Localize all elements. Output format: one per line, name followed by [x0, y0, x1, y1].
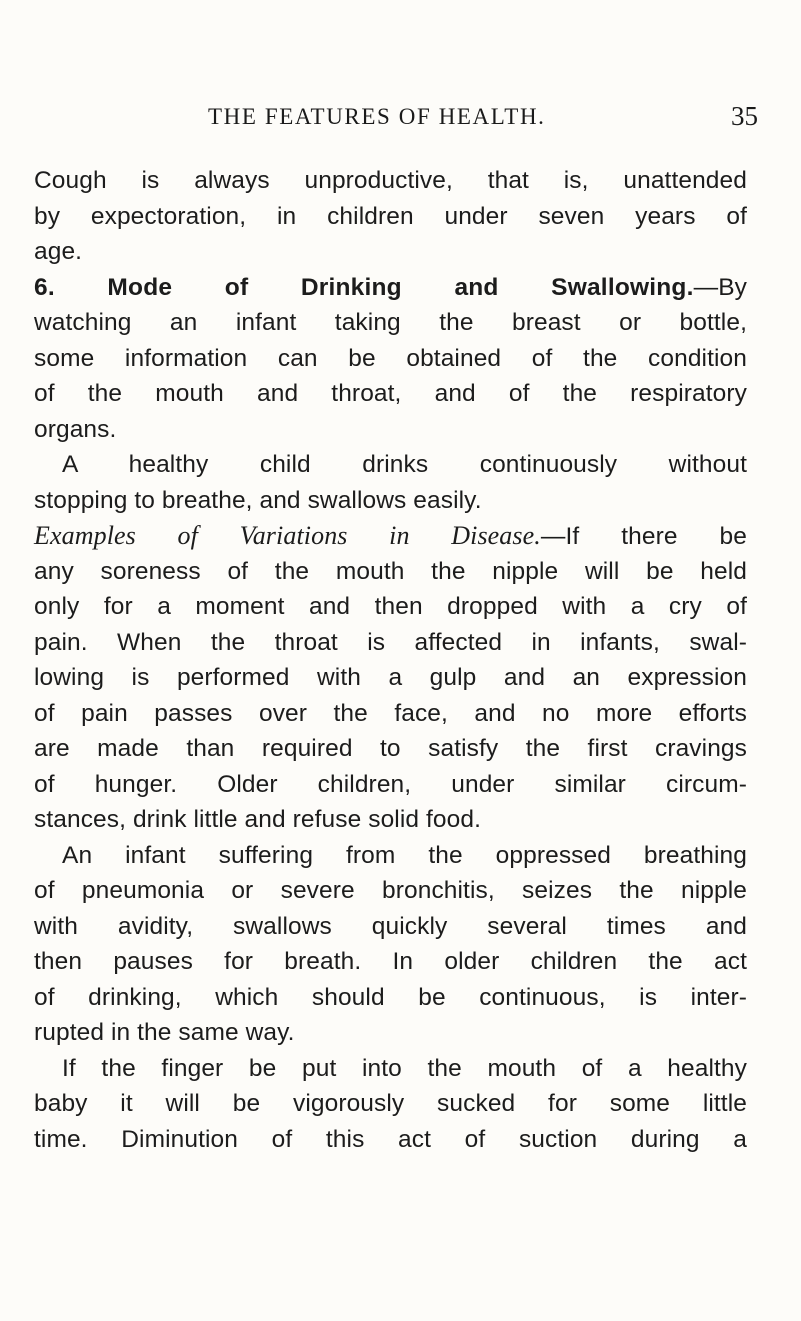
text-line: of drinking, which should be continuous, is inter- [34, 983, 747, 1011]
text-line: organs. [34, 415, 117, 443]
section-heading: 6. Mode of Drinking and Swallowing. [34, 273, 694, 301]
text-line: pain. When the throat is affected in infants, swal- [34, 628, 747, 656]
text-line: Cough is always unproductive, that is, unattended [34, 167, 747, 194]
text-line-italic-heading [34, 518, 747, 554]
running-head [0, 101, 801, 138]
text-line: age. [34, 238, 83, 265]
text-line: watching an infant taking the breast or bottle, [34, 309, 747, 336]
text-line: A healthy child drinks continuously without [62, 451, 747, 478]
text-line: only for a moment and then dropped with a cry of [34, 593, 747, 620]
text-line: some information can be obtained of the condition [34, 344, 747, 372]
text-line: baby it will be vigorously sucked for some little [34, 1090, 747, 1117]
running-title: THE FEATURES OF HEALTH. [208, 104, 546, 129]
text-fragment: —If there be [540, 523, 747, 550]
body-text [34, 163, 747, 1157]
text-line: lowing is performed with a gulp and an expression [34, 664, 747, 691]
text-line: then pauses for breath. In older children the act [34, 948, 747, 975]
text-line: stances, drink little and refuse solid food. [34, 806, 482, 833]
text-line: by expectoration, in children under seven years of [34, 202, 747, 230]
text-line: any soreness of the mouth the nipple will be held [34, 557, 747, 585]
text-line: of hunger. Older children, under similar circum- [34, 770, 747, 798]
text-line: stopping to breathe, and swallows easily. [34, 486, 482, 514]
text-line: An infant suffering from the oppressed breathing [62, 841, 747, 869]
text-line: time. Diminution of this act of suction during a [34, 1125, 747, 1153]
text-line: are made than required to satisfy the first cravings [34, 735, 747, 762]
text-line: with avidity, swallows quickly several times and [34, 912, 747, 940]
text-line: of the mouth and throat, and of the respiratory [34, 380, 747, 407]
text-line: If the finger be put into the mouth of a healthy [62, 1054, 747, 1082]
text-line: of pneumonia or severe bronchitis, seizes the nipple [34, 877, 747, 904]
text-fragment: —By [693, 273, 747, 301]
page-number: 35 [731, 101, 758, 131]
text-line: of pain passes over the face, and no more efforts [34, 699, 747, 727]
text-line-section-heading [34, 270, 747, 306]
italic-subheading: Examples of Variations in Disease. [34, 521, 541, 550]
text-line: rupted in the same way. [34, 1019, 295, 1046]
